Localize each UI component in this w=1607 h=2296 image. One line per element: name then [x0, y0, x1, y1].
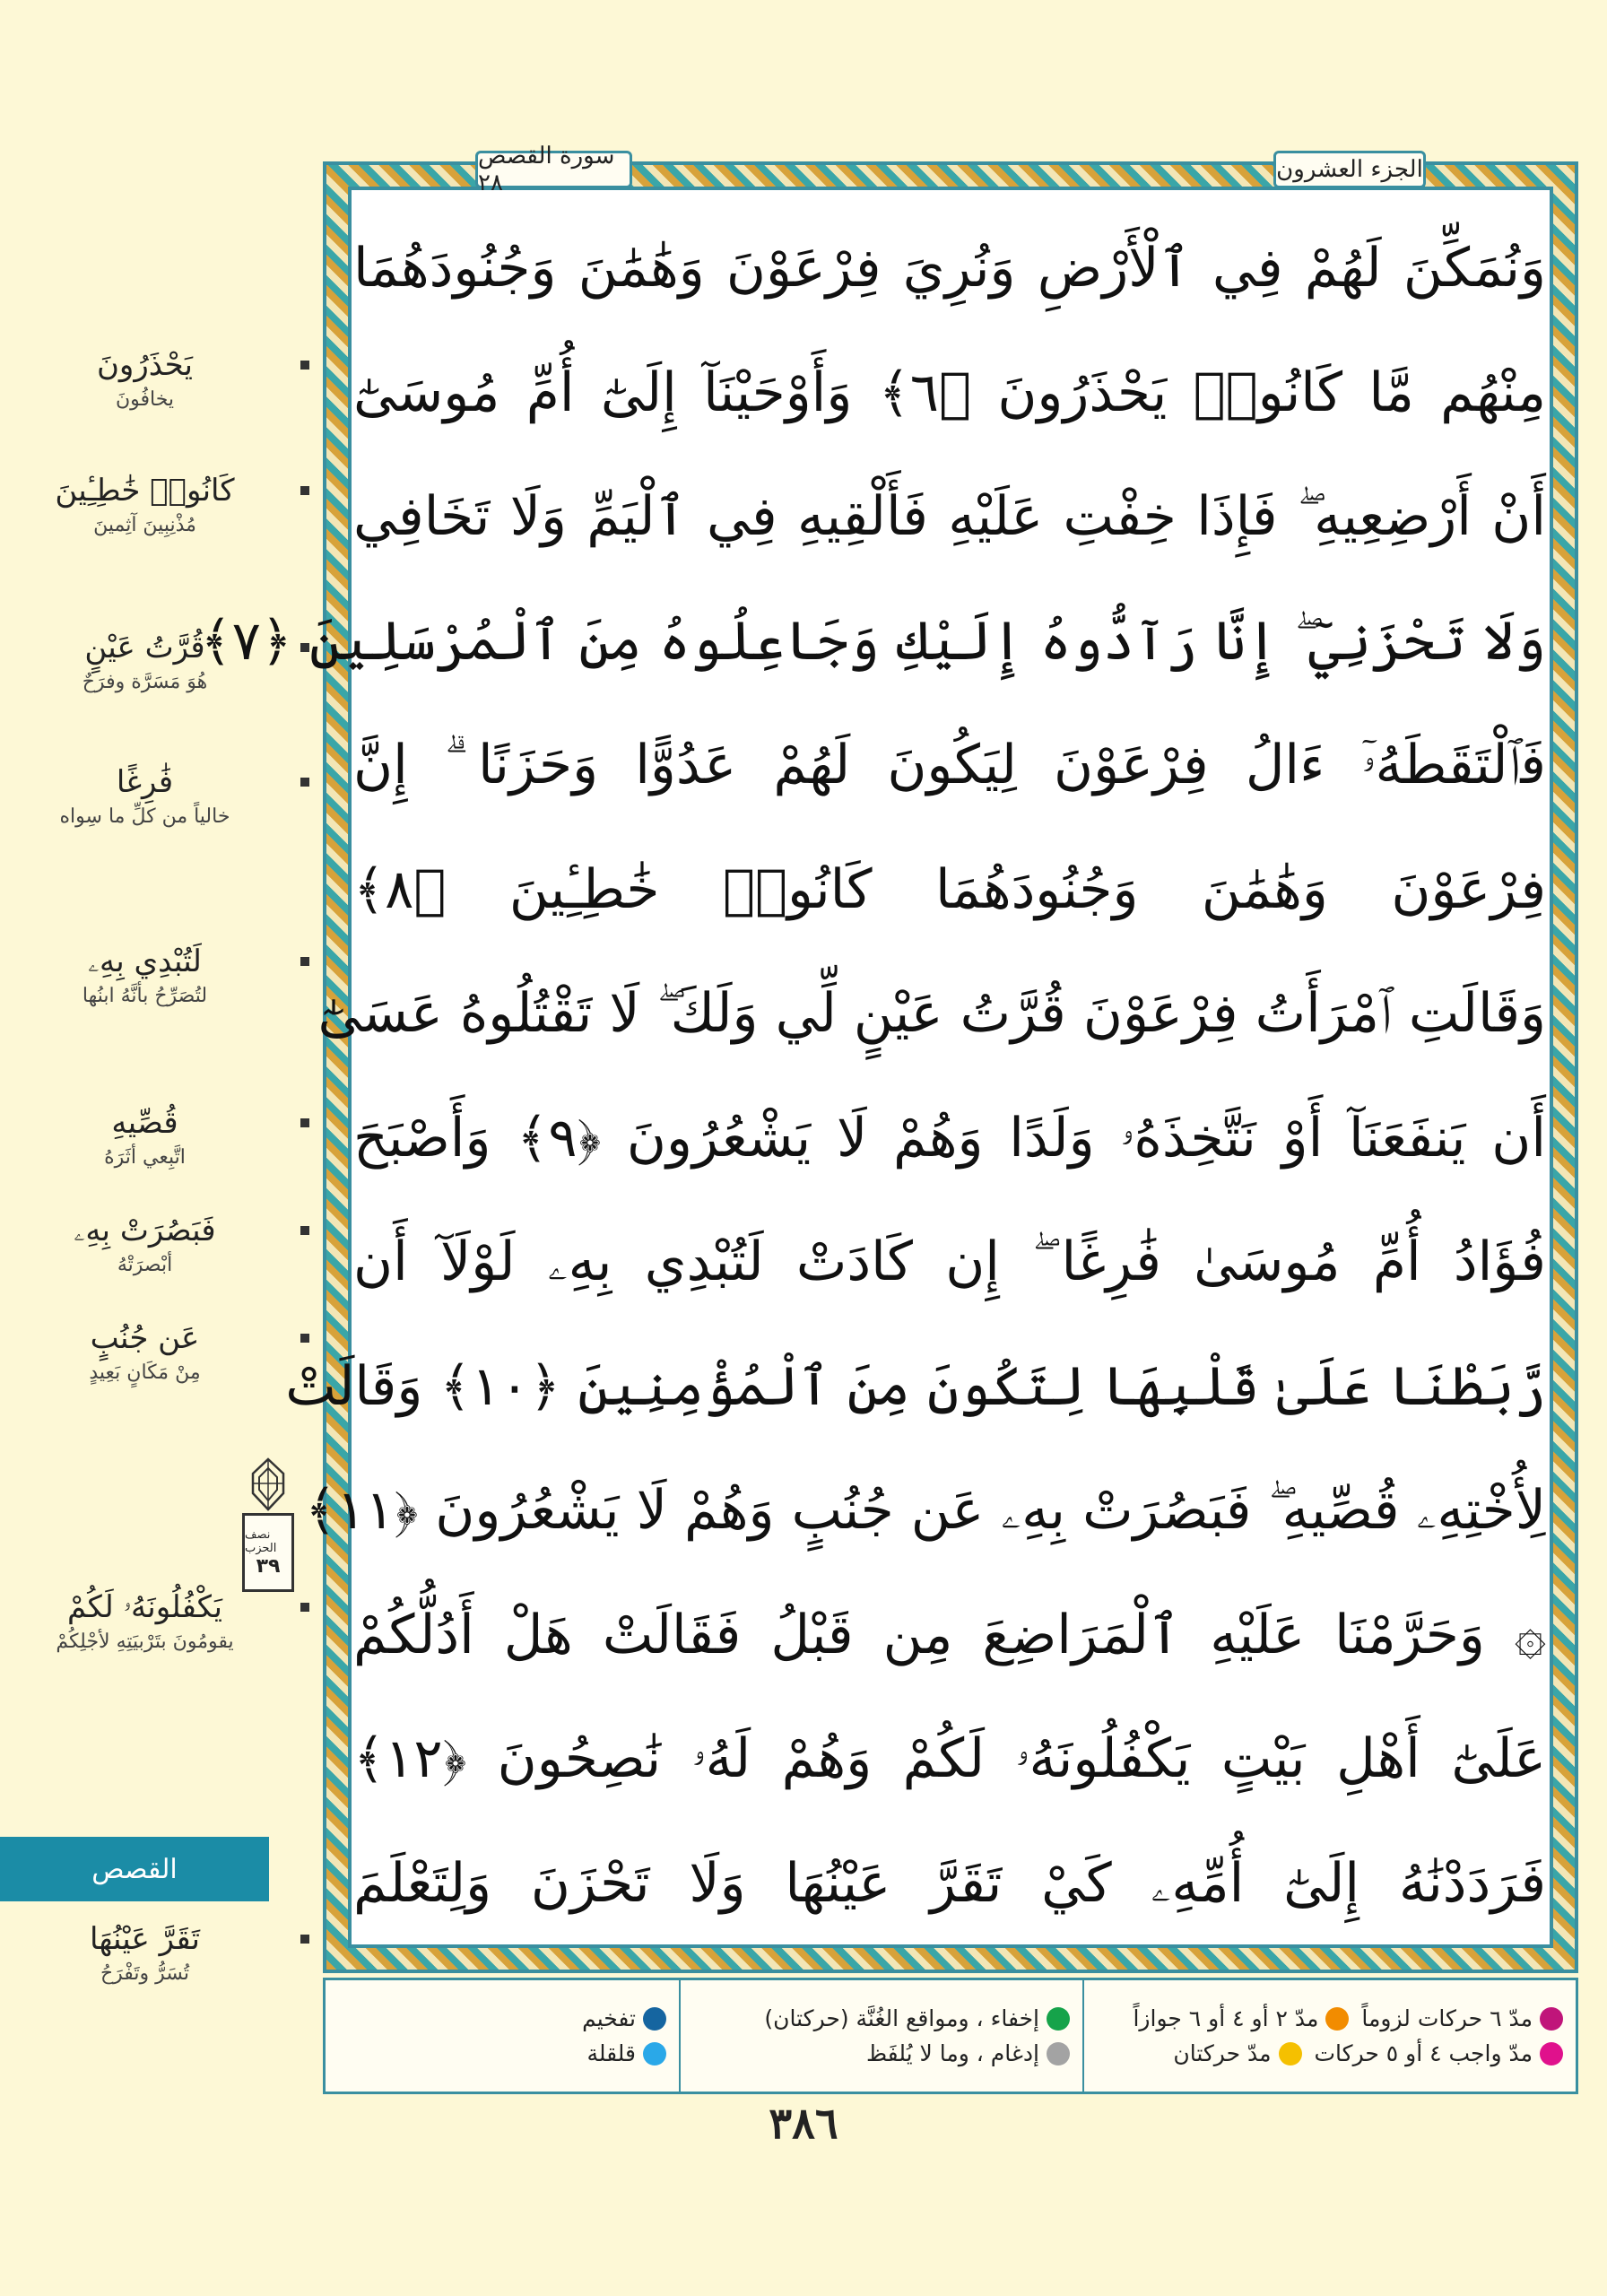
legend-item: مدّ واجب ٤ أو ٥ حركات [1315, 2040, 1563, 2066]
glossary-meaning: يخافُونَ [115, 388, 175, 411]
glossary-meaning: هُوَ مَسَرَّة وفرَحٌ [82, 671, 208, 693]
legend-madd [1082, 1980, 1576, 2092]
glossary-entry [0, 942, 309, 1012]
verse-line: عَلَىٰٓ أَهْلِ بَيْتٍ يَكْفُلُونَهُۥ لَكُمْ وَهُمْ لَهُۥ نَٰصِحُونَ ﴿١٢﴾ [353, 1727, 1546, 1790]
glossary-entry [0, 762, 309, 832]
glossary-word-text: قُرَّتُ عَيْنٍ [84, 630, 205, 665]
verse-line: فَرَدَدْنَٰهُ إِلَىٰٓ أُمِّهِۦ كَيْ تَقَرَّ عَيْنُهَا وَلَا تَحْزَنَ وَلِتَعْلَمَ [353, 1851, 1546, 1915]
glossary-meaning: تُسَرُّ وتَفْرَحُ [100, 1962, 190, 1985]
legend-item: مدّ ٦ حركات لزوماً [1361, 2005, 1563, 2031]
color-dot-icon [1540, 2007, 1563, 2031]
verse-line: لِأُخْتِهِۦ قُصِّيهِ ۖ فَبَصُرَتْ بِهِۦ عَن جُنُبٍ وَهُمْ لَا يَشْعُرُونَ ﴿١١﴾ [305, 1479, 1546, 1542]
bullet-icon [300, 1603, 309, 1612]
glossary-word [0, 762, 309, 802]
color-dot-icon [1047, 2007, 1070, 2031]
hizb-box [242, 1513, 294, 1592]
surah-header-text: سورة القصص ٢٨ [478, 143, 615, 196]
glossary-word-text: يَكْفُلُونَهُۥ لَكُمْ [66, 1589, 223, 1625]
glossary-meaning: خالياً من كلِّ ما سِواه [59, 805, 230, 828]
juz-header-text: الجزء العشرون [1276, 156, 1423, 183]
bullet-icon [300, 778, 309, 787]
color-dot-icon [1047, 2042, 1070, 2066]
hizb-label: نصف الحزب [245, 1527, 277, 1555]
verse-line: أَن يَنفَعَنَآ أَوْ نَتَّخِذَهُۥ وَلَدًا وَهُمْ لَا يَشْعُرُونَ ﴿٩﴾ وَأَصْبَحَ [353, 1106, 1546, 1170]
bullet-icon [300, 1935, 309, 1944]
glossary-meaning: يقومُونَ بتَرْبيَتِهِ لأجْلِكُمْ [56, 1631, 234, 1653]
glossary-word-text: عَن جُنُبٍ [90, 1320, 200, 1356]
color-dot-icon [1279, 2042, 1302, 2066]
legend-item: تفخيم [487, 2005, 666, 2031]
glossary-word-text: تَقَرَّ عَيْنُهَا [89, 1921, 201, 1957]
surah-header [475, 143, 632, 196]
glossary-entry [0, 1103, 309, 1173]
glossary-entry [0, 1587, 309, 1657]
verse-line: فَٱلْتَقَطَهُۥٓ ءَالُ فِرْعَوْنَ لِيَكُونَ لَهُمْ عَدُوًّا وَحَزَنًا ۗ إِنَّ [353, 734, 1546, 796]
glossary-word-text: فَبَصُرَتْ بِهِۦ [74, 1213, 216, 1248]
hizb-ornament-icon [248, 1457, 289, 1513]
bullet-icon [300, 486, 309, 495]
surah-tab-label: القصص [91, 1853, 178, 1885]
glossary-meaning: لتُصَرِّحُ بأنَّهُ ابنُها [82, 985, 208, 1007]
legend-tafkhim [474, 1980, 679, 2092]
glossary-meaning: اتَّبِعي أثَرَهُ [104, 1146, 186, 1169]
legend-item: إدغام ، وما لا يُلفَظ [693, 2040, 1070, 2066]
bullet-icon [300, 1226, 309, 1235]
glossary-word-text: يَحْذَرُونَ [96, 347, 194, 383]
legend-item: مدّ حركتان [1173, 2040, 1301, 2066]
glossary-word [0, 1103, 309, 1143]
glossary-word [0, 1318, 309, 1358]
glossary-word [0, 1919, 309, 1959]
color-dot-icon [643, 2007, 666, 2031]
hizb-marker [242, 1457, 298, 1592]
legend-ghunna [679, 1980, 1082, 2092]
juz-header [1273, 151, 1426, 188]
color-dot-icon [1325, 2007, 1349, 2031]
verse-line: مِنْهُم مَّا كَانُوا۟ يَحْذَرُونَ ﴿٦﴾ وَأَوْحَيْنَآ إِلَىٰٓ أُمِّ مُوسَىٰٓ [353, 361, 1546, 424]
glossary-meaning: مِنْ مَكَانٍ بَعِيدٍ [89, 1361, 201, 1384]
page-number: ٣٨٦ [769, 2099, 838, 2149]
glossary-word [0, 1587, 309, 1627]
glossary-meaning: أبْصرَتْهُ [117, 1254, 173, 1276]
bullet-icon [300, 1118, 309, 1127]
color-dot-icon [1540, 2042, 1563, 2066]
glossary-entry [0, 471, 309, 541]
verse-line: فُؤَادُ أُمِّ مُوسَىٰ فَٰرِغًا ۖ إِن كَادَتْ لَتُبْدِي بِهِۦ لَوْلَآ أَن [353, 1231, 1546, 1293]
hizb-number: ٣٩ [256, 1554, 281, 1578]
legend-item: إخفاء ، ومواقع الغُنَّة (حركتان) [693, 2005, 1070, 2031]
glossary-entry [0, 1919, 309, 1989]
tajweed-legend [323, 1978, 1578, 2094]
verse-line: وَقَالَتِ ٱمْرَأَتُ فِرْعَوْنَ قُرَّتُ عَيْنٍ لِّي وَلَكَ ۖ لَا تَقْتُلُوهُ عَسَىٰٓ [317, 982, 1546, 1045]
glossary-word-text: فَٰرِغًا [116, 764, 174, 800]
verse-line: أَنْ أَرْضِعِيهِ ۖ فَإِذَا خِفْتِ عَلَيْهِ فَأَلْقِيهِ فِي ٱلْيَمِّ وَلَا تَخَافِي [353, 485, 1546, 548]
legend-item: مدّ ٢ أو ٤ أو ٦ جوازاً [1133, 2005, 1349, 2031]
glossary-word-text: لَتُبْدِي بِهِۦ [88, 944, 202, 979]
color-dot-icon [643, 2042, 666, 2066]
verse-line: وَلَا تَحْزَنِيٓ ۖ إِنَّا رَآدُّوهُ إِلَيْكِ وَجَاعِلُوهُ مِنَ ٱلْمُرْسَلِينَ ﴿٧﴾ [200, 609, 1546, 673]
glossary-meaning: مُذْنِبِينَ آثِمينَ [93, 514, 196, 536]
glossary-word-text: قُصِّيهِ [111, 1105, 178, 1141]
verse-line: رَّبَطْنَا عَلَىٰ قَلْبِهَا لِتَكُونَ مِنَ ٱلْمُؤْمِنِينَ ﴿١٠﴾ وَقَالَتْ [285, 1354, 1546, 1418]
glossary-word [0, 1211, 309, 1250]
glossary-word-text: كَانُوا۟ خَٰطِـِٔينَ [55, 473, 235, 509]
glossary-word [0, 345, 309, 385]
glossary-entry [0, 345, 309, 415]
legend-item: قلقلة [487, 2040, 666, 2066]
glossary-entry [0, 1318, 309, 1388]
surah-tab[interactable] [0, 1837, 269, 1901]
glossary-word [0, 471, 309, 510]
glossary-entry [0, 1211, 309, 1281]
bullet-icon [300, 957, 309, 966]
glossary-word [0, 942, 309, 981]
verse-line: وَنُمَكِّنَ لَهُمْ فِي ٱلْأَرْضِ وَنُرِيَ فِرْعَوْنَ وَهَٰمَٰنَ وَجُنُودَهُمَا [353, 237, 1546, 300]
bullet-icon [300, 361, 309, 370]
verse-line: فِرْعَوْنَ وَهَٰمَٰنَ وَجُنُودَهُمَا كَانُوا۟ خَٰطِـِٔينَ ﴿٨﴾ [353, 857, 1546, 921]
verse-line: ۞ وَحَرَّمْنَا عَلَيْهِ ٱلْمَرَاضِعَ مِن قَبْلُ فَقَالَتْ هَلْ أَدُلُّكُمْ [353, 1603, 1546, 1666]
